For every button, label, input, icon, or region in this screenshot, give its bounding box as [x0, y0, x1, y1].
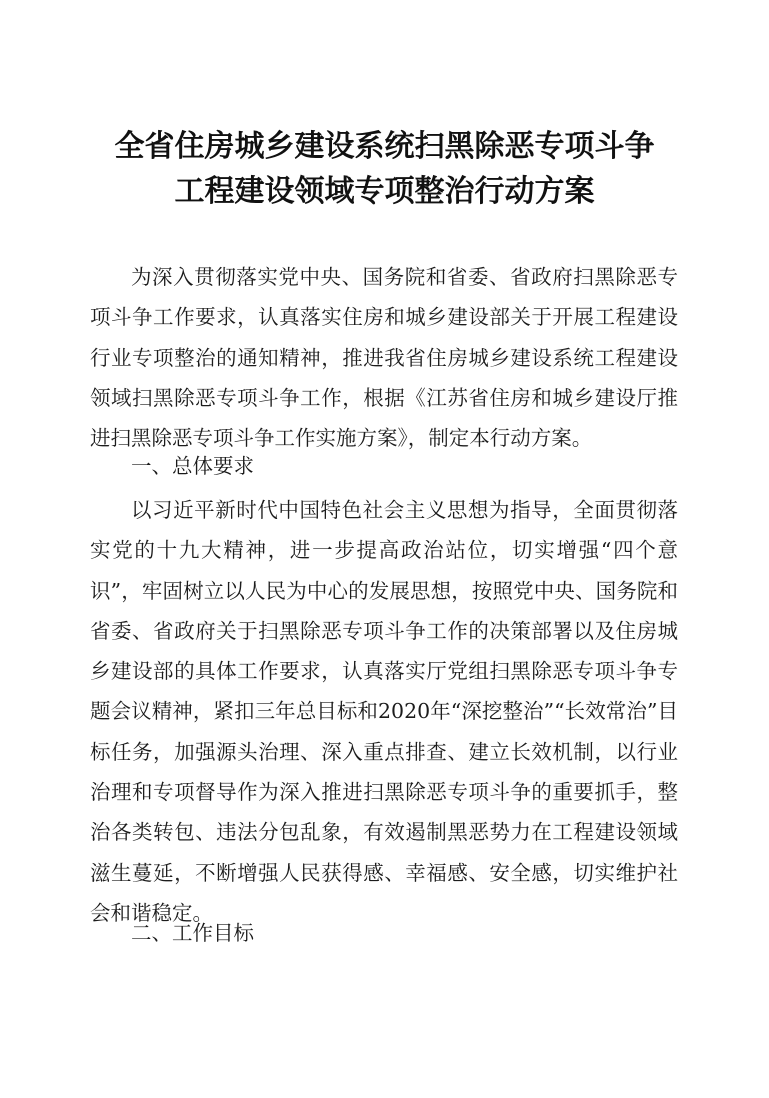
document-title-line-1: 全省住房城乡建设系统扫黑除恶专项斗争 — [114, 129, 655, 164]
intro-paragraph: 为深入贯彻落实党中央、国务院和省委、省政府扫黑除恶专项斗争工作要求，认真落实住房和城乡建设部关于开展工程建设行业专项整治的通知精神，推进我省住房城乡建设系统工程建设领域扫黑除恶专项斗争工作，根据《江苏省住房和城乡建设厅推进扫黑除恶专项斗争工作实施方案》，制定本行动方案。 — [90, 265, 678, 451]
section-paragraph-general-requirements: 以习近平新时代中国特色社会主义思想为指导，全面贯彻落实党的十九大精神，进一步提高政治站位，切实增强“四个意识”，牢固树立以人民为中心的发展思想，按照党中央、国务院和省委、省政府关于扫黑除恶专项斗争工作的决策部署以及住房城乡建设部的具体工作要求，认真落实厅党组扫黑除恶专项斗争专题会议精神，紧扣三年总目标和2020年“深挖整治”“长效常治”目标任务，加强源头治理、深入重点排查、建立长效机制，以行业治理和专项督导作为深入推进扫黑除恶专项斗争的重要抓手，整治各类转包、违法分包乱象，有效遏制黑恶势力在工程建设领域滋生蔓延，不断增强人民获得感、幸福感、安全感，切实维护社会和谐稳定。 — [90, 498, 678, 925]
document-title-line-2: 工程建设领域专项整治行动方案 — [174, 174, 595, 209]
section-heading-general-requirements: 一、总体要求 — [131, 454, 254, 478]
section-heading-work-goals: 二、工作目标 — [131, 921, 254, 945]
